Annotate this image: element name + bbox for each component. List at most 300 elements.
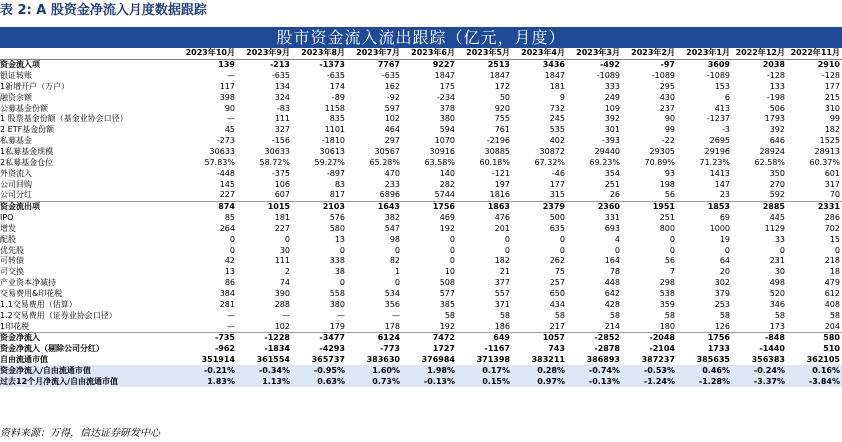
table-row <box>0 179 842 190</box>
table-cell: 58 <box>829 310 840 320</box>
table-cell: 251 <box>604 179 620 189</box>
table-row <box>0 213 842 224</box>
table-cell: 249 <box>604 92 620 102</box>
table-cell: 58 <box>609 310 620 320</box>
row-label: 1.2交易费用（证券业协会口径） <box>0 310 117 320</box>
table-cell: 520 <box>769 288 785 298</box>
table-row <box>0 147 842 158</box>
table-cell: 470 <box>384 168 400 178</box>
table-cell: 408 <box>824 299 840 309</box>
table-cell: 1 <box>394 267 400 277</box>
table-cell: -3 <box>722 125 730 135</box>
table-cell: 297 <box>384 136 400 146</box>
table-cell: 111 <box>274 256 290 266</box>
column-header: 2023年6月 <box>402 48 457 59</box>
table-cell: 70.89% <box>644 157 675 167</box>
table-cell: 498 <box>769 278 785 288</box>
table-cell: -83 <box>276 103 290 113</box>
table-cell: 1847 <box>434 71 455 81</box>
row-label: 银证转账 <box>0 71 32 81</box>
column-header: 2023年4月 <box>512 48 567 59</box>
table-cell: -635 <box>271 71 290 81</box>
fund-flow-table <box>0 48 842 387</box>
table-cell: 385635 <box>696 355 730 365</box>
table-cell: 177 <box>549 179 565 189</box>
table-cell: 5744 <box>434 190 455 200</box>
table-cell: -2196 <box>486 136 510 146</box>
table-cell: 2103 <box>292 201 347 212</box>
table-cell: 510 <box>823 344 840 354</box>
table-cell: 1057 <box>512 332 567 343</box>
table-cell: 56 <box>664 190 675 200</box>
table-cell: 177 <box>824 81 840 91</box>
row-label: 公司分红 <box>0 190 32 200</box>
row-label: 资金流出项 <box>0 201 182 212</box>
table-cell: -1810 <box>321 136 345 146</box>
table-cell: 67.32% <box>534 157 565 167</box>
table-row <box>0 267 842 278</box>
table-cell: -635 <box>326 71 345 81</box>
table-cell: 350 <box>769 168 785 178</box>
table-cell: 179 <box>329 321 345 331</box>
column-header: 2022年12月 <box>732 48 787 59</box>
table-cell: 63.58% <box>424 157 455 167</box>
table-cell: 6896 <box>379 190 400 200</box>
table-cell: 755 <box>494 114 510 124</box>
table-cell: 62.58% <box>754 157 785 167</box>
table-cell: 178 <box>384 321 400 331</box>
table-cell: 182 <box>494 256 510 266</box>
table-cell: 102 <box>384 114 400 124</box>
row-label: 资金净流入 <box>0 332 182 343</box>
table-row <box>0 355 842 366</box>
table-cell: 2331 <box>787 201 842 212</box>
table-cell: 2360 <box>567 201 622 212</box>
column-header: 2023年3月 <box>567 48 622 59</box>
table-cell: 217 <box>549 321 565 331</box>
table-cell: 99 <box>664 125 675 135</box>
table-cell: 650 <box>549 288 565 298</box>
table-cell: 402 <box>549 136 565 146</box>
table-cell: 227 <box>219 190 235 200</box>
table-row <box>0 168 842 179</box>
table-cell: 476 <box>494 213 510 223</box>
table-cell: 580 <box>787 332 842 343</box>
table-cell: -156 <box>271 136 290 146</box>
table-row <box>0 136 842 147</box>
table-cell: 30872 <box>539 147 565 157</box>
table-cell: -128 <box>821 71 840 81</box>
table-cell: 7472 <box>402 332 457 343</box>
table-cell: 20 <box>719 267 730 277</box>
table-cell: 398 <box>219 92 235 102</box>
table-cell: 361554 <box>256 355 290 365</box>
table-row <box>0 376 842 387</box>
row-label: 1 股票基金份额（基金业协会口径） <box>0 114 128 124</box>
table-cell: -128 <box>766 71 785 81</box>
row-label: 2私募基金仓位 <box>0 157 54 167</box>
table-cell: 23 <box>719 190 730 200</box>
table-cell: -1089 <box>596 71 620 81</box>
table-cell: 2038 <box>762 60 785 70</box>
row-label: 2 ETF基金份额 <box>0 125 55 135</box>
table-cell: 164 <box>604 256 620 266</box>
table-cell: 612 <box>824 288 840 298</box>
table-row <box>0 365 842 376</box>
row-label: 公司回购 <box>0 179 32 189</box>
table-cell: -198 <box>766 92 785 102</box>
table-cell: 140 <box>439 168 455 178</box>
table-cell: 13 <box>224 267 235 277</box>
table-cell: 0.15% <box>457 376 512 387</box>
table-cell: -0.74% <box>567 365 622 376</box>
table-cell: 338 <box>329 256 345 266</box>
table-cell: — <box>337 310 345 320</box>
table-cell: 30 <box>774 267 785 277</box>
table-cell: 180 <box>659 321 675 331</box>
table-cell: -1834 <box>264 344 290 354</box>
table-cell: 197 <box>494 179 510 189</box>
table-cell: 365737 <box>311 355 345 365</box>
table-cell: 59.27% <box>314 157 345 167</box>
table-cell: -1089 <box>651 71 675 81</box>
table-cell: 58 <box>554 310 565 320</box>
table-cell: 508 <box>439 278 455 288</box>
table-cell: 693 <box>604 223 620 233</box>
table-cell: 0 <box>559 234 565 244</box>
row-label: 资金净流入（剔除公司分红） <box>0 344 104 354</box>
table-cell: 327 <box>274 125 290 135</box>
row-label: 公募基金份额 <box>0 103 48 113</box>
table-cell: -0.95% <box>292 365 347 376</box>
table-cell: 0 <box>449 245 455 255</box>
table-cell: 1727 <box>432 344 455 354</box>
table-cell: — <box>227 321 235 331</box>
table-cell: 99 <box>829 114 840 124</box>
table-cell: 117 <box>219 81 235 91</box>
table-cell: 0 <box>504 234 510 244</box>
table-row <box>0 224 842 235</box>
table-cell: 42 <box>224 256 235 266</box>
table-cell: 702 <box>824 223 840 233</box>
row-label: IPO <box>0 213 14 223</box>
table-row <box>0 321 842 332</box>
table-row <box>0 125 842 136</box>
table-row <box>0 278 842 289</box>
table-cell: 1525 <box>819 136 840 146</box>
table-cell: 1733 <box>707 344 730 354</box>
table-cell: 172 <box>494 81 510 91</box>
table-cell: 231 <box>769 256 785 266</box>
table-cell: 45 <box>224 125 235 135</box>
table-cell: 58.72% <box>259 157 290 167</box>
table-cell: 192 <box>439 321 455 331</box>
table-cell: -393 <box>601 136 620 146</box>
table-cell: 30613 <box>319 147 345 157</box>
table-cell: 15 <box>829 234 840 244</box>
table-body <box>0 59 842 387</box>
table-cell: 6 <box>724 92 730 102</box>
table-cell: 69.23% <box>589 157 620 167</box>
table-cell: -1373 <box>319 60 345 70</box>
table-cell: 4 <box>614 234 620 244</box>
table-cell: 57.83% <box>204 157 235 167</box>
table-row <box>0 82 842 93</box>
table-cell: 3609 <box>707 60 730 70</box>
row-label: 产业资本净减持 <box>0 278 56 288</box>
table-cell: 356383 <box>751 355 785 365</box>
table-row <box>0 103 842 114</box>
table-cell: 557 <box>494 288 510 298</box>
table-cell: 186 <box>494 321 510 331</box>
table-cell: 0 <box>614 245 620 255</box>
table-cell: -0.13% <box>567 376 622 387</box>
table-cell: 377 <box>494 278 510 288</box>
table-cell: 1756 <box>402 201 457 212</box>
table-cell: -897 <box>326 168 345 178</box>
table-cell: 29440 <box>594 147 620 157</box>
table-cell: 33 <box>774 234 785 244</box>
table-cell: 0 <box>394 278 400 288</box>
table-cell: 1101 <box>324 125 345 135</box>
table-cell: 98 <box>389 234 400 244</box>
table-cell: 30567 <box>374 147 400 157</box>
table-cell: 102 <box>274 321 290 331</box>
table-cell: 182 <box>824 125 840 135</box>
row-label: 1新增开户（万户） <box>0 81 70 91</box>
table-cell: -735 <box>182 332 237 343</box>
table-row <box>0 157 842 168</box>
table-cell: 646 <box>769 136 785 146</box>
table-cell: 29305 <box>649 147 675 157</box>
table-cell: 413 <box>714 103 730 113</box>
row-label: 外资流入 <box>0 168 32 178</box>
table-cell: 1756 <box>677 332 732 343</box>
table-cell: 354 <box>604 168 620 178</box>
table-cell: 376984 <box>421 355 455 365</box>
table-cell: 139 <box>218 60 235 70</box>
table-cell: 28913 <box>814 147 840 157</box>
table-cell: -2878 <box>594 344 620 354</box>
table-cell: -0.21% <box>182 365 237 376</box>
table-cell: 2695 <box>709 136 730 146</box>
table-cell: 58 <box>719 310 730 320</box>
table-cell: 392 <box>604 114 620 124</box>
table-cell: 0 <box>559 245 565 255</box>
table-cell: 378 <box>439 103 455 113</box>
column-header: 2023年10月 <box>182 48 237 59</box>
table-cell: 356 <box>384 299 400 309</box>
table-cell: 0 <box>669 245 675 255</box>
table-row <box>0 92 842 103</box>
table-cell: 1847 <box>489 71 510 81</box>
table-cell: 10 <box>444 267 455 277</box>
table-cell: — <box>227 71 235 81</box>
table-cell: 371 <box>494 299 510 309</box>
table-cell: 218 <box>824 256 840 266</box>
table-cell: 317 <box>824 179 840 189</box>
table-cell: 0 <box>284 234 290 244</box>
table-cell: 379 <box>714 288 730 298</box>
table-cell: 90 <box>224 103 235 113</box>
table-cell: 597 <box>384 103 400 113</box>
table-cell: 71.23% <box>699 157 730 167</box>
table-cell: 479 <box>824 278 840 288</box>
table-cell: 0.97% <box>512 376 567 387</box>
table-cell: 251 <box>659 213 675 223</box>
table-cell: 743 <box>548 344 565 354</box>
table-cell: 126 <box>714 321 730 331</box>
table-cell: 58 <box>664 310 675 320</box>
table-cell: 295 <box>659 81 675 91</box>
table-cell: 500 <box>549 213 565 223</box>
table-cell: 288 <box>274 299 290 309</box>
table-cell: 383630 <box>366 355 400 365</box>
table-cell: 635 <box>549 223 565 233</box>
table-cell: 13 <box>334 234 345 244</box>
table-cell: 464 <box>384 125 400 135</box>
table-cell: 106 <box>274 179 290 189</box>
table-cell: 920 <box>494 103 510 113</box>
table-cell: 1853 <box>677 201 732 212</box>
table-cell: 428 <box>604 299 620 309</box>
table-cell: 192 <box>439 223 455 233</box>
table-row <box>0 344 842 355</box>
table-cell: 315 <box>549 190 565 200</box>
table-row <box>0 234 842 245</box>
table-cell: 1643 <box>347 201 402 212</box>
table-cell: 0 <box>724 245 730 255</box>
table-cell: 2 <box>284 267 290 277</box>
table-cell: -4293 <box>319 344 345 354</box>
table-cell: 0 <box>449 234 455 244</box>
table-cell: -213 <box>269 60 290 70</box>
table-cell: -0.34% <box>237 365 292 376</box>
table-cell: 371398 <box>476 355 510 365</box>
table-cell: 380 <box>329 299 345 309</box>
table-row <box>0 289 842 300</box>
table-cell: 281 <box>219 299 235 309</box>
table-cell: 253 <box>714 299 730 309</box>
row-label: 自由流通市值 <box>0 355 48 365</box>
table-cell: -1.24% <box>622 376 677 387</box>
row-label: 增发 <box>0 223 16 233</box>
table-cell: 2910 <box>817 60 840 70</box>
row-label: 1印花税 <box>0 321 30 331</box>
table-cell: 732 <box>549 103 565 113</box>
table-cell: 331 <box>604 213 620 223</box>
table-cell: 351914 <box>201 355 235 365</box>
table-cell: 874 <box>182 201 237 212</box>
table-cell: 19 <box>719 234 730 244</box>
table-cell: 1847 <box>544 71 565 81</box>
table-cell: 346 <box>769 299 785 309</box>
table-cell: 558 <box>329 288 345 298</box>
table-cell: 359 <box>659 299 675 309</box>
row-label: 可交换 <box>0 267 24 277</box>
table-cell: 270 <box>769 179 785 189</box>
table-cell: 75 <box>554 267 565 277</box>
table-cell: 0 <box>339 278 345 288</box>
table-cell: 153 <box>714 81 730 91</box>
table-cell: 0.63% <box>292 376 347 387</box>
table-cell: 547 <box>384 223 400 233</box>
table-cell: -2852 <box>567 332 622 343</box>
table-cell: -234 <box>436 92 455 102</box>
table-row <box>0 201 842 212</box>
header-corner-cell <box>0 48 182 59</box>
table-cell: 198 <box>659 179 675 189</box>
table-cell: 761 <box>494 125 510 135</box>
table-cell: 0.73% <box>347 376 402 387</box>
table-cell: 60.37% <box>809 157 840 167</box>
table-cell: 835 <box>329 114 345 124</box>
table-cell: 534 <box>384 288 400 298</box>
table-cell: 82 <box>389 256 400 266</box>
table-cell: 1129 <box>764 223 785 233</box>
table-cell: 26 <box>609 190 620 200</box>
table-cell: 594 <box>439 125 455 135</box>
table-cell: 2885 <box>732 201 787 212</box>
table-row <box>0 245 842 256</box>
table-cell: -773 <box>379 344 400 354</box>
table-cell: -1228 <box>237 332 292 343</box>
table-cell: 50 <box>499 92 510 102</box>
table-cell: 111 <box>274 114 290 124</box>
table-cell: 1015 <box>237 201 292 212</box>
row-label: 优先股 <box>0 245 24 255</box>
table-cell: -1089 <box>706 71 730 81</box>
table-cell: 430 <box>659 92 675 102</box>
table-cell: -0.53% <box>622 365 677 376</box>
table-cell: 0 <box>449 256 455 266</box>
table-cell: 1.83% <box>182 376 237 387</box>
table-cell: 90 <box>664 114 675 124</box>
table-cell: 538 <box>659 288 675 298</box>
table-cell: 109 <box>604 103 620 113</box>
table-cell: 0 <box>779 245 785 255</box>
table-cell: 174 <box>329 81 345 91</box>
table-cell: 607 <box>274 190 290 200</box>
row-label: 可转债 <box>0 256 24 266</box>
table-cell: 592 <box>769 190 785 200</box>
table-cell: 0.28% <box>512 365 567 376</box>
table-cell: 1.60% <box>347 365 402 376</box>
header-row <box>0 48 842 59</box>
table-cell: 204 <box>824 321 840 331</box>
table-cell: 7767 <box>377 60 400 70</box>
table-cell: 201 <box>494 223 510 233</box>
table-cell: 434 <box>549 299 565 309</box>
table-cell: 601 <box>824 168 840 178</box>
table-cell: 7 <box>669 267 675 277</box>
table-row <box>0 59 842 70</box>
table-cell: 65.28% <box>369 157 400 167</box>
table-cell: 0 <box>229 245 235 255</box>
table-cell: -97 <box>660 60 675 70</box>
table-cell: 257 <box>549 278 565 288</box>
table-cell: — <box>227 310 235 320</box>
table-cell: -848 <box>732 332 787 343</box>
table-cell: — <box>392 310 400 320</box>
table-cell: 282 <box>439 179 455 189</box>
table-cell: -1440 <box>759 344 785 354</box>
table-cell: 506 <box>769 103 785 113</box>
table-cell: 9227 <box>432 60 455 70</box>
table-cell: -0.13% <box>402 376 457 387</box>
table-cell: -46 <box>551 168 565 178</box>
table-cell: 387237 <box>641 355 675 365</box>
